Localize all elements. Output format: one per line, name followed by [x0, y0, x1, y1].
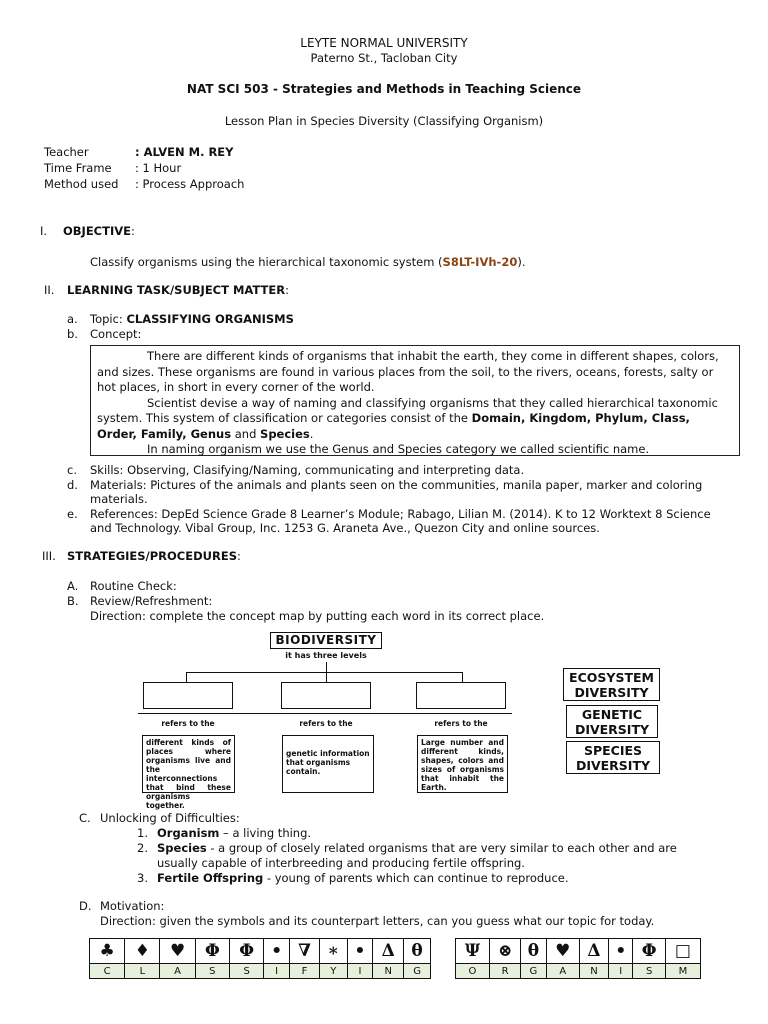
cipher-symbol: ♥ [160, 939, 195, 964]
cipher-symbol: ♦ [125, 939, 160, 964]
term-species-cont: usually capable of interbreeding and producing fertile offspring. [157, 856, 525, 870]
concept-label: Concept: [90, 327, 142, 341]
word-bank-species-l1: SPECIES [583, 743, 643, 758]
learning-task-heading: LEARNING TASK/SUBJECT MATTER [67, 283, 286, 297]
concept-p2-taxa: Domain, Kingdom, Phylum, Class, Order, Family, Genus [97, 411, 690, 441]
cipher-letter: I [347, 964, 373, 979]
term-species-def: - a group of closely related organisms that are very similar to each other and are [206, 841, 677, 855]
review-direction: Direction: complete the concept map by putting each word in its correct place. [90, 609, 545, 623]
answer-box-3[interactable] [416, 682, 506, 709]
term-fertile-word: Fertile Offspring [157, 871, 264, 885]
routine-check: Routine Check: [90, 579, 177, 593]
cipher-symbol: Φ [633, 939, 665, 964]
references-text: References: DepEd Science Grade 8 Learner’s Module; Rabago, Lilian M. (2014). K to 12 Worktext 8 Science and Technology. Vibal Group, Inc. 1253 G. Araneta Ave., Quezon City and online sources. [90, 507, 711, 535]
info-time-label: Time Frame [44, 161, 112, 175]
learning-task-colon: : [285, 283, 289, 297]
concept-paragraph-3: In naming organism we use the Genus and Species category we called scientific name. [147, 442, 650, 456]
cipher-symbol: Δ [579, 939, 608, 964]
word-bank-genetic-l2: DIVERSITY [574, 722, 650, 737]
cipher-letter: G [404, 964, 431, 979]
concept-p2-and: and [231, 426, 261, 441]
materials-marker: d. [67, 478, 78, 492]
cipher-letter: F [290, 964, 320, 979]
term-3-num: 3. [137, 871, 148, 885]
cipher-letter: S [633, 964, 665, 979]
description-box-1: different kinds of places where organisms live and the interconnections that bind these organisms together. [142, 735, 235, 793]
term-organism-def: – a living thing. [219, 826, 312, 840]
term-2-num: 2. [137, 841, 148, 855]
university-address: Paterno St., Tacloban City [310, 51, 458, 65]
review-refreshment: Review/Refreshment: [90, 594, 213, 608]
word-bank-genetic[interactable] [566, 705, 658, 738]
connector-horizontal [186, 672, 463, 673]
connector-middle [326, 672, 327, 682]
answer-box-2[interactable] [281, 682, 371, 709]
cipher-letter: Y [319, 964, 347, 979]
cipher-symbol: □ [665, 939, 700, 964]
strategies-numeral: III. [42, 549, 56, 563]
description-box-3: Large number and different kinds, shapes, colors and sizes of organisms that inhabit the Earth. [417, 735, 508, 793]
cipher-symbol: θ [404, 939, 431, 964]
term-1-num: 1. [137, 826, 148, 840]
topic-value: CLASSIFYING ORGANISMS [126, 312, 294, 326]
connector-right [462, 672, 463, 682]
cipher-letter: A [160, 964, 195, 979]
concept-p2-before: Scientist devise a way of naming and classifying organisms that they called hierarchical taxonomic system. This system of classification or categories consist of the [97, 395, 718, 425]
motivation-direction: Direction: given the symbols and its counterpart letters, can you guess what our topic for today. [100, 914, 655, 928]
cipher-symbol: • [264, 939, 290, 964]
objective-heading: OBJECTIVE [63, 224, 131, 238]
skills-marker: c. [67, 463, 77, 477]
objective-heading-line [63, 224, 135, 238]
course-title: NAT SCI 503 - Strategies and Methods in Teaching Science [186, 82, 582, 96]
objective-colon: : [131, 224, 135, 238]
connector-vertical [326, 662, 327, 672]
objective-code: S8LT-IVh-20 [442, 255, 518, 269]
cipher-symbol: Δ [373, 939, 404, 964]
biodiversity-subtitle: it has three levels [285, 651, 367, 660]
cipher-letter: I [264, 964, 290, 979]
routine-marker: A. [67, 579, 79, 593]
strategies-heading-line [67, 549, 241, 563]
cipher-symbol: ∇ [290, 939, 320, 964]
concept-p2-species: Species [260, 426, 310, 441]
refers-label-3: refers to the [434, 719, 488, 728]
concept-box [90, 345, 740, 456]
plan-title: Lesson Plan in Species Diversity (Classifying Organism) [224, 114, 544, 128]
materials-text: Materials: Pictures of the animals and plants seen on the communities, manila paper, marker and coloring materials. [90, 478, 703, 506]
term-fertile-def: - young of parents which can continue to reproduce. [263, 871, 569, 885]
strategies-colon: : [236, 549, 241, 563]
cipher-letter: S [229, 964, 263, 979]
word-bank-ecosystem-l1: ECOSYSTEM [569, 670, 654, 685]
cipher-symbol: • [347, 939, 373, 964]
learning-task-numeral: II. [44, 283, 55, 297]
refers-label-1: refers to the [161, 719, 215, 728]
unlocking-marker: C. [79, 811, 91, 825]
cipher-letter: A [546, 964, 579, 979]
references-marker: e. [67, 507, 78, 521]
concept-marker: b. [67, 327, 78, 341]
cipher-letter: R [489, 964, 520, 979]
cipher-letter: L [125, 964, 160, 979]
strategies-heading: STRATEGIES/PROCEDURES [67, 549, 237, 563]
cipher-symbol: Ψ [456, 939, 490, 964]
word-bank-genetic-l1: GENETIC [581, 707, 643, 722]
concept-paragraph-1: There are different kinds of organisms that inhabit the earth, they come in different shapes, colors, and sizes. These organisms are found in various places from the soil, to the rivers, oceans, forests, salty or hot places, in short in every corner of the world. [97, 349, 719, 394]
word-bank-species[interactable] [566, 741, 660, 774]
info-method-value: : Process Approach [135, 177, 245, 191]
cipher-letter: N [579, 964, 608, 979]
cipher-symbol: ♥ [546, 939, 579, 964]
cipher-symbol: ⊗ [489, 939, 520, 964]
cipher-letter: S [195, 964, 229, 979]
term-species [157, 841, 677, 855]
university-name: LEYTE NORMAL UNIVERSITY [300, 36, 468, 50]
motivation-heading: Motivation: [100, 899, 165, 913]
cipher-symbol: • [609, 939, 633, 964]
concept-paragraph-2 [97, 396, 733, 443]
objective-text-before: Classify organisms using the hierarchical taxonomic system ( [90, 255, 443, 269]
answer-box-1[interactable] [143, 682, 233, 709]
concept-p2-end: . [309, 426, 314, 441]
word-bank-ecosystem-l2: DIVERSITY [574, 685, 649, 700]
term-organism [157, 826, 311, 840]
hr-line [138, 713, 512, 714]
skills-text: Skills: Observing, Clasifying/Naming, communicating and interpreting data. [90, 463, 525, 477]
cipher-letter: N [373, 964, 404, 979]
info-teacher-value: : ALVEN M. REY [135, 145, 234, 159]
biodiversity-title: BIODIVERSITY [270, 632, 382, 649]
review-marker: B. [67, 594, 79, 608]
cipher-symbol: ∗ [319, 939, 347, 964]
cipher-symbol: θ [521, 939, 546, 964]
cipher-symbol: ♣ [90, 939, 125, 964]
term-species-word: Species [157, 841, 207, 855]
learning-task-heading-line [67, 283, 289, 297]
term-organism-word: Organism [157, 826, 220, 840]
cipher-symbol: Φ [195, 939, 229, 964]
info-time-value: : 1 Hour [135, 161, 182, 175]
cipher-letter: C [90, 964, 125, 979]
unlocking-heading: Unlocking of Difficulties: [100, 811, 240, 825]
connector-left [186, 672, 187, 682]
cipher-letter: M [665, 964, 700, 979]
topic-line [90, 312, 294, 326]
cipher-letter: O [456, 964, 490, 979]
description-box-2: genetic information that organisms contain. [282, 735, 374, 793]
info-method-label: Method used [44, 177, 119, 191]
objective-text-after: ). [517, 255, 526, 269]
info-teacher-label: Teacher [44, 145, 89, 159]
word-bank-species-l2: DIVERSITY [575, 758, 651, 773]
topic-label: Topic: [90, 312, 127, 326]
topic-marker: a. [67, 312, 78, 326]
cipher-symbol: Φ [229, 939, 263, 964]
cipher-letter: I [609, 964, 633, 979]
objective-text [90, 255, 525, 269]
word-bank-ecosystem[interactable] [563, 668, 660, 701]
cipher-letter: G [521, 964, 546, 979]
cipher-table-organism [455, 938, 701, 979]
motivation-marker: D. [79, 899, 92, 913]
term-fertile-offspring [157, 871, 569, 885]
cipher-table-classifying [89, 938, 431, 979]
objective-numeral: I. [40, 224, 48, 238]
refers-label-2: refers to the [299, 719, 353, 728]
